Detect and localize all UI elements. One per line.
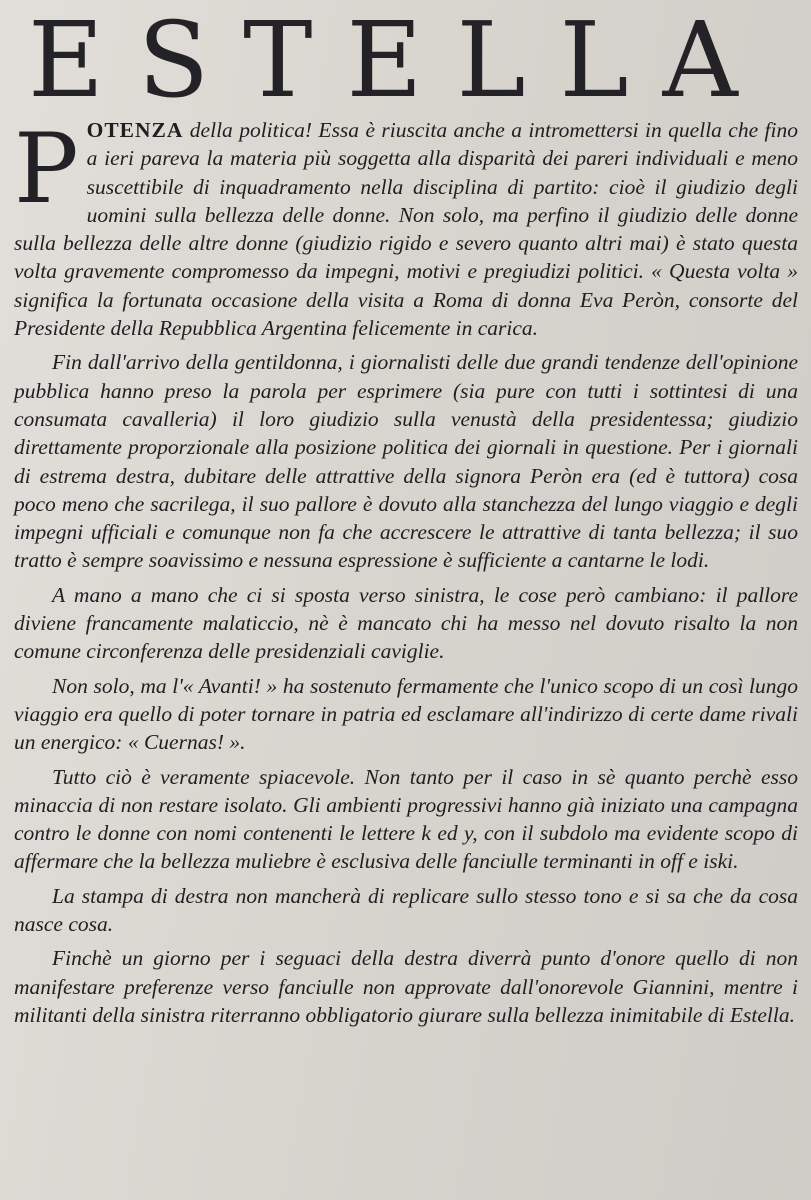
paragraph-7: Finchè un giorno per i seguaci della destra diverrà punto d'onore quello di non manifestare preferenze verso fanciulle non approvate dall'onorevole Giannini, mentre i militanti della sinistra riterranno obbligatorio giurare sulla bellezza inimitabile di Estella. [14,946,798,1027]
article-title: ESTELLA [28,0,772,121]
paragraph-6: La stampa di destra non mancherà di replicare sullo stesso tono e si sa che da cosa nasce cosa. [14,883,798,937]
paragraph-1-text: della politica! Essa è riuscita anche a intromettersi in quella che fino a ieri pareva la materia più soggetta alla disparità dei pareri individuali e meno suscettibile di inquadramento nella disciplina di partito: cioè il giudizio degli uomini sulla bellezza delle donne. Non solo, ma perfino il giudizio delle donne sulla bellezza delle altre donne (giudizio rigido e severo quanto altri mai) è stato questa volta gravemente compromesso da impegni, motivi e pregiudizi politici. « Questa volta » significa la fortunata occasione della visita a Roma di donna Eva Peròn, consorte del Presidente della Repubblica Argentina felicemente in carica. [14,118,798,341]
article-body [14,113,798,1029]
paragraph-1 [14,113,798,342]
paragraph-4: Non solo, ma l'« Avanti! » ha sostenuto fermamente che l'unico scopo di un così lungo viaggio era quello di poter tornare in patria ed esclamare all'indirizzo di certe dame rivali un energico: « Cuernas! ». [14,673,798,755]
paragraph-2: Fin dall'arrivo della gentildonna, i giornalisti delle due grandi tendenze dell'opinione pubblica hanno preso la parola per esprimere (sia pure con tutti i sottintesi di una consumata cavalleria) il loro giudizio sulla venustà della presidentessa; giudizio direttamente proporzionale alla posizione politica dei giornali in questione. Per i giornali di estrema destra, dubitare delle attrattive della signora Peròn era (ed è tuttora) cosa poco meno che sacrilega, il suo pallore è dovuto alla stanchezza del lungo viaggio e degli impegni ufficiali e comunque non fa che accrescere le attrattive di tanta bellezza; il suo tratto è sempre soavissimo e nessuna espressione è sufficiente a cantarne le lodi. [14,350,798,573]
lead-caps: OTENZA [86,118,184,142]
paragraph-5: Tutto ciò è veramente spiacevole. Non tanto per il caso in sè quanto perchè esso minaccia di non restare isolato. Gli ambienti progressivi hanno già iniziato una campagna contro le donne con nomi contenenti le lettere k ed y, con il subdolo ma evidente scopo di affermare che la bellezza muliebre è esclusiva delle fanciulle terminanti in off e iski. [14,764,798,874]
drop-cap: P [14,113,79,225]
paragraph-3: A mano a mano che ci si sposta verso sinistra, le cose però cambiano: il pallore diviene francamente malaticcio, nè è mancato chi ha messo nel dovuto risalto la non comune circonferenza delle presidenziali caviglie. [14,582,798,664]
